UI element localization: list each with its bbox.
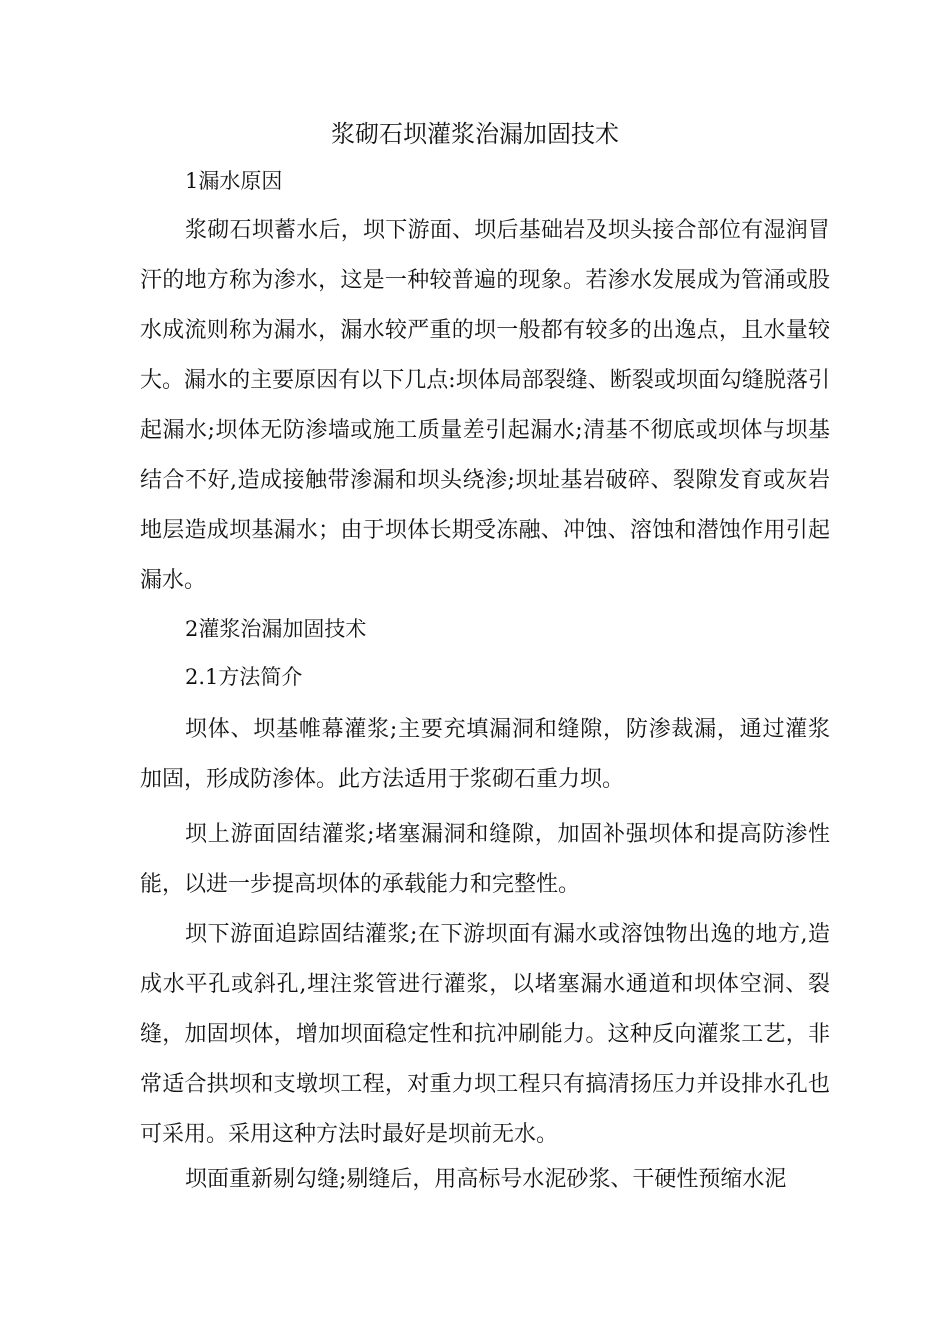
paragraph-downstream-tracking: 坝下游面追踪固结灌浆;在下游坝面有漏水或溶蚀物出逸的地方,造成水平孔或斜孔,埋注浆管进行灌浆，以堵塞漏水通道和坝体空洞、裂缝，加固坝体，增加坝面稳定性和抗冲刷能力。这种反向灌浆工艺，非常适合拱坝和支墩坝工程，对重力坝工程只有搞清扬压力并设排水孔也可采用。采用这种方法时最好是坝前无水。 — [140, 922, 830, 1147]
section-heading-grouting-technology: 2灌浆治漏加固技术 — [185, 617, 367, 641]
paragraph-upstream-consolidation: 坝上游面固结灌浆;堵塞漏洞和缝隙，加固补强坝体和提高防渗性能，以进一步提高坝体的承载能力和完整性。 — [140, 822, 830, 897]
subsection-heading-method-intro: 2.1方法简介 — [185, 665, 303, 689]
paragraph-repointing: 坝面重新剔勾缝;剔缝后，用高标号水泥砂浆、干硬性预缩水泥 — [185, 1167, 787, 1192]
section-heading-leak-causes: 1漏水原因 — [185, 169, 283, 193]
document-title: 浆砌石坝灌浆治漏加固技术 — [331, 120, 619, 148]
paragraph-curtain-grouting: 坝体、坝基帷幕灌浆;主要充填漏洞和缝隙，防渗裁漏，通过灌浆加固，形成防渗体。此方法适用于浆砌石重力坝。 — [140, 717, 830, 792]
paragraph-leak-causes: 浆砌石坝蓄水后，坝下游面、坝后基础岩及坝头接合部位有湿润冒汗的地方称为渗水，这是一种较普遍的现象。若渗水发展成为管涌或股水成流则称为漏水，漏水较严重的坝一般都有较多的出逸点，且水量较大。漏水的主要原因有以下几点:坝体局部裂缝、断裂或坝面勾缝脱落引起漏水;坝体无防渗墙或施工质量差引起漏水;清基不彻底或坝体与坝基结合不好,造成接触带渗漏和坝头绕渗;坝址基岩破碎、裂隙发育或灰岩地层造成坝基漏水；由于坝体长期受冻融、冲蚀、溶蚀和潜蚀作用引起漏水。 — [140, 218, 830, 593]
